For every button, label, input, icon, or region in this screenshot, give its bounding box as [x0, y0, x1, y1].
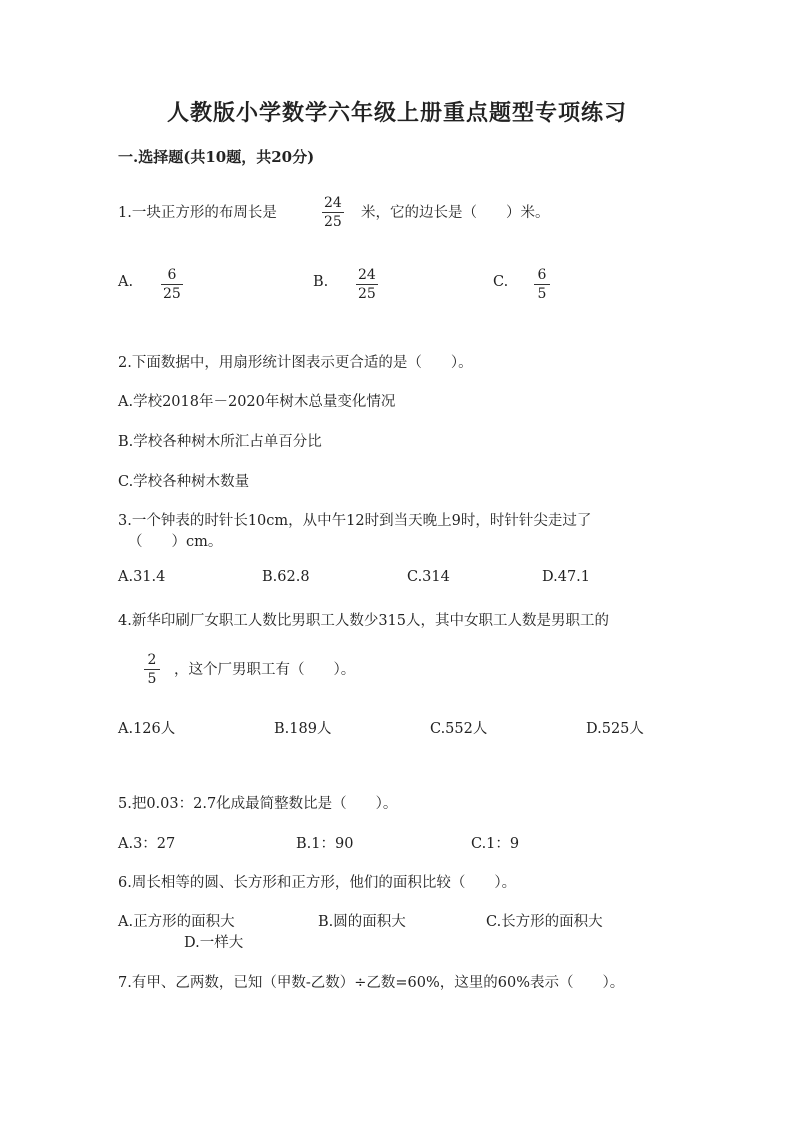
q5-option-b: B.1：90 [296, 836, 354, 852]
q6-option-d: D.一样大 [184, 935, 244, 951]
section-heading: 一.选择题(共10题，共20分) [118, 148, 315, 166]
q4-stem-line2: ，这个厂男职工有（ ）。 [174, 662, 356, 678]
q1-stem-pre: 1.一块正方形的布周长是 [118, 205, 277, 221]
q5-option-a: A.3：27 [118, 836, 176, 852]
q1-option-a-fraction: $\frac{6}{25}$ [163, 267, 181, 302]
q2-option-c: C.学校各种树木数量 [118, 474, 250, 490]
q1-frac-den: 25 [324, 214, 342, 230]
q1-option-b-fraction: $\frac{24}{25}$ [358, 267, 376, 302]
q4-option-b: B.189人 [274, 721, 332, 737]
q1-option-c-fraction: $\frac{6}{5}$ [530, 267, 554, 302]
q6-option-a: A.正方形的面积大 [118, 914, 235, 930]
q1-fraction [318, 195, 348, 230]
q3-stem-line1: 3.一个钟表的时针长10cm，从中午12时到当天晚上9时，时针针尖走过了 [118, 513, 592, 529]
q1-option-a-label: A. [118, 274, 134, 290]
q3-option-a: A.31.4 [118, 569, 166, 585]
q2-stem: 2.下面数据中，用扇形统计图表示更合适的是（ ）。 [118, 355, 473, 371]
page-title: 人教版小学数学六年级上册重点题型专项练习 [166, 100, 627, 126]
q1-frac-num: 24 [324, 195, 342, 211]
q2-option-b: B.学校各种树木所汇占单百分比 [118, 434, 322, 450]
q7-stem: 7.有甲、乙两数，已知（甲数-乙数）÷乙数=60%，这里的60%表示（ ）。 [118, 975, 625, 991]
q4-option-d: D.525人 [586, 721, 644, 737]
q6-stem: 6.周长相等的圆、长方形和正方形，他们的面积比较（ ）。 [118, 875, 517, 891]
q2-option-a: A.学校2018年－2020年树木总量变化情况 [118, 394, 396, 410]
q4-option-a: A.126人 [118, 721, 176, 737]
q1-stem-post: 米，它的边长是（ ）米。 [361, 205, 550, 221]
q1-option-b-label: B. [313, 274, 329, 290]
q5-stem: 5.把0.03：2.7化成最简整数比是（ ）。 [118, 796, 398, 812]
q1-option-c-label: C. [493, 274, 509, 290]
q4-stem-line1: 4.新华印刷厂女职工人数比男职工人数少315人，其中女职工人数是男职工的 [118, 613, 610, 629]
q3-stem-line2: （ ）cm。 [128, 534, 223, 550]
q4-option-c: C.552人 [430, 721, 488, 737]
q3-option-d: D.47.1 [542, 569, 591, 585]
q6-option-c: C.长方形的面积大 [486, 914, 603, 930]
q3-option-b: B.62.8 [262, 569, 310, 585]
q4-fraction: $\frac{2}{5}$ [140, 652, 164, 687]
q6-option-b: B.圆的面积大 [318, 914, 406, 930]
q5-option-c: C.1：9 [471, 836, 520, 852]
q3-option-c: C.314 [407, 569, 450, 585]
